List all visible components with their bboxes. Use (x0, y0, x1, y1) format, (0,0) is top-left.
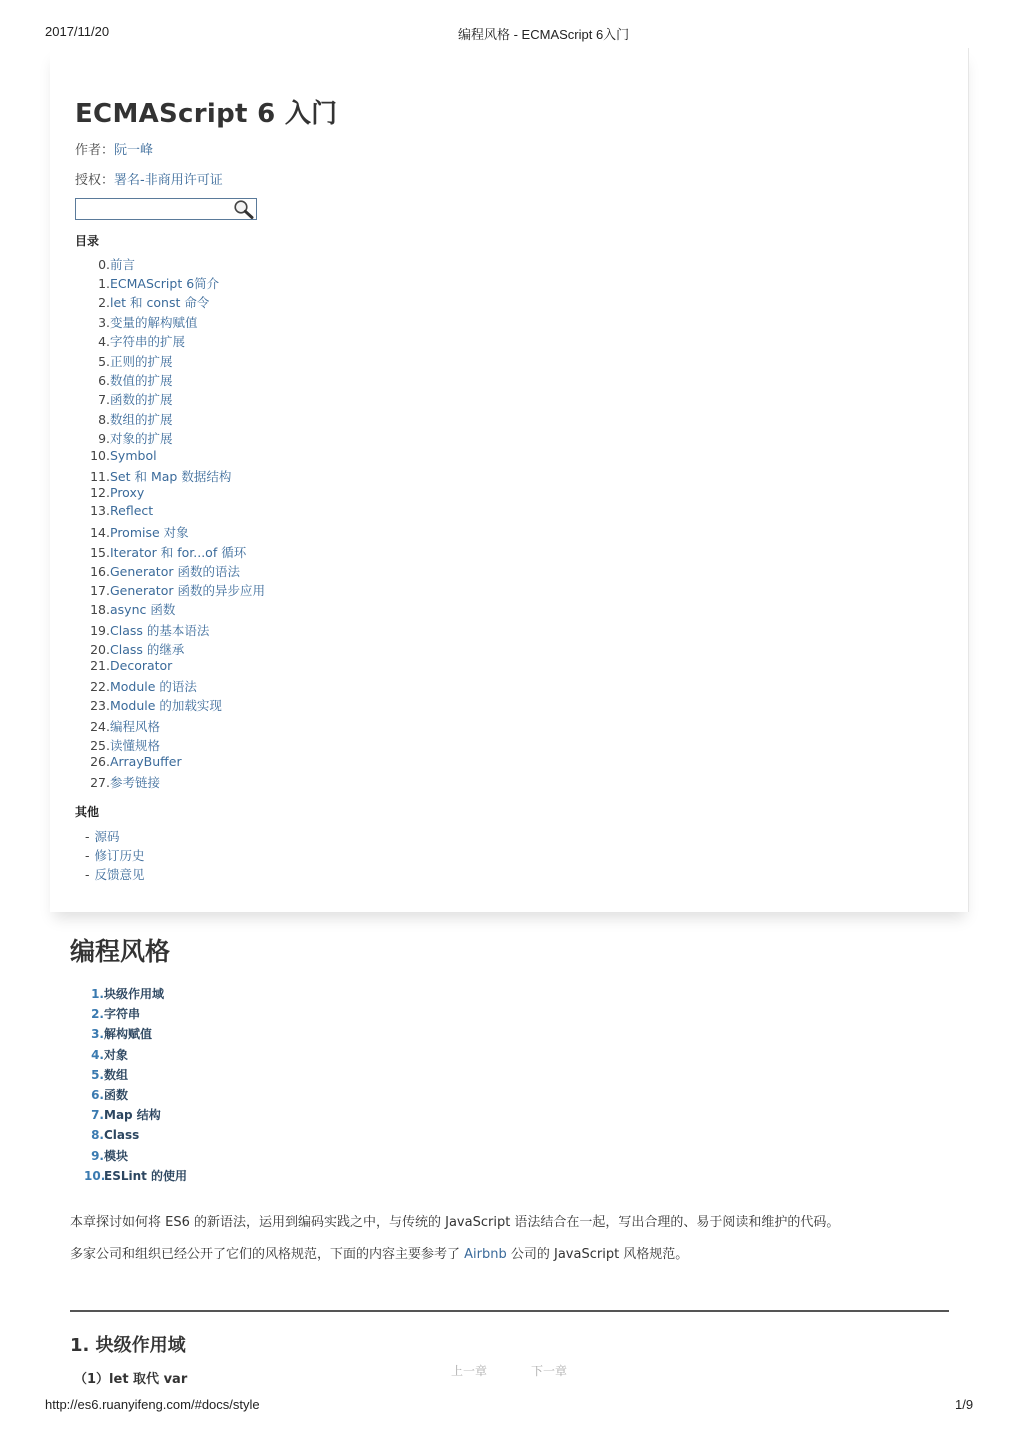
toc-item-link[interactable]: 对象的扩展 (110, 431, 173, 446)
toc-item[interactable] (80, 313, 198, 331)
toc-item-link[interactable]: Generator 函数的异步应用 (110, 583, 265, 598)
chapter-toc-number: 2. (91, 1007, 104, 1022)
chapter-toc-number: 1. (91, 987, 104, 1001)
chapter-toc-link[interactable]: 字符串 (104, 1007, 141, 1022)
toc-item-link[interactable]: 参考链接 (110, 775, 161, 790)
others-item-link[interactable]: 反馈意见 (94, 867, 145, 882)
toc-item-number: 7. (98, 392, 110, 407)
toc-item-link[interactable]: Reflect (110, 503, 154, 518)
license-label: 授权： (75, 173, 115, 188)
toc-item-link[interactable]: 字符串的扩展 (110, 334, 186, 349)
prev-chapter-button[interactable]: 上一章 (451, 1364, 488, 1378)
subsection-title: （1）let 取代 var (74, 1372, 188, 1387)
toc-item-number: 21. (90, 658, 110, 673)
toc-item-link[interactable]: let 和 const 命令 (110, 295, 210, 310)
toc-item-number: 18. (90, 602, 110, 617)
toc-item-link[interactable]: Module 的语法 (110, 679, 197, 694)
toc-item-number: 17. (90, 583, 110, 598)
chapter-toc-item[interactable] (84, 1107, 187, 1127)
toc-item[interactable] (80, 658, 172, 673)
toc-item[interactable] (80, 696, 222, 714)
others-heading: 其他 (75, 805, 100, 819)
toc-item[interactable] (80, 352, 173, 370)
others-item-link[interactable]: 修订历史 (94, 848, 145, 863)
chapter-toc-item[interactable] (84, 986, 187, 1006)
toc-item-link[interactable]: Promise 对象 (110, 525, 189, 540)
next-chapter-button[interactable]: 下一章 (531, 1364, 568, 1378)
license-line (75, 169, 223, 188)
chapter-toc-number: 7. (91, 1108, 104, 1123)
list-dash: - (85, 829, 90, 844)
toc-item[interactable] (80, 448, 157, 463)
reference-text-before: 多家公司和组织已经公开了它们的风格规范，下面的内容主要参考了 (70, 1247, 465, 1262)
toc-item-link[interactable]: Symbol (110, 448, 157, 463)
chapter-toc-item[interactable] (84, 1047, 187, 1067)
toc-item[interactable] (80, 754, 182, 769)
toc-item[interactable] (80, 773, 160, 791)
search-icon[interactable] (233, 199, 255, 219)
toc-item-link[interactable]: Decorator (110, 658, 173, 673)
chapter-toc-number: 9. (91, 1148, 104, 1163)
toc-item[interactable] (80, 503, 153, 518)
airbnb-link[interactable]: Airbnb (464, 1247, 507, 1262)
toc-item-number: 10. (90, 448, 110, 463)
chapter-toc-link[interactable]: 模块 (104, 1148, 129, 1163)
toc-item-number: 15. (90, 545, 110, 560)
chapter-toc-item[interactable] (84, 1026, 187, 1046)
print-page-number: 1/9 (955, 1397, 974, 1412)
toc-item[interactable] (80, 390, 173, 408)
list-dash: - (85, 867, 90, 882)
chapter-toc (84, 986, 187, 1188)
sidebar (50, 48, 969, 912)
chapter-toc-link[interactable]: 块级作用域 (104, 987, 165, 1001)
toc-item[interactable] (80, 677, 197, 695)
chapter-toc-link[interactable]: 解构赋值 (104, 1027, 153, 1042)
toc-item-link[interactable]: Module 的加载实现 (110, 698, 222, 713)
chapter-toc-link[interactable]: 数组 (104, 1067, 129, 1082)
others-item[interactable] (85, 827, 145, 846)
toc-item[interactable] (80, 293, 209, 311)
toc-item-number: 22. (90, 679, 110, 694)
chapter-toc-item[interactable] (84, 1148, 187, 1168)
author-link[interactable]: 阮一峰 (114, 143, 154, 158)
others-list (85, 827, 145, 884)
toc-item[interactable] (80, 410, 173, 428)
chapter-title: 编程风格 (70, 937, 171, 966)
toc-item-link[interactable]: 数值的扩展 (110, 373, 173, 388)
toc-item-number: 11. (90, 469, 110, 484)
toc-item[interactable] (80, 467, 231, 485)
toc-item-link[interactable]: 读懂规格 (110, 738, 161, 753)
toc-item-link[interactable]: 正则的扩展 (110, 354, 173, 369)
reference-paragraph (70, 1243, 688, 1262)
toc-item[interactable] (80, 736, 160, 754)
toc-item[interactable] (80, 485, 144, 500)
toc-item-link[interactable]: 函数的扩展 (110, 392, 173, 407)
chapter-toc-link[interactable]: 函数 (104, 1087, 129, 1102)
toc-item-link[interactable]: 数组的扩展 (110, 412, 173, 427)
toc-item[interactable] (80, 371, 173, 389)
toc-item-number: 1. (98, 276, 110, 291)
toc-item-number: 2. (98, 295, 110, 310)
list-dash: - (85, 848, 90, 863)
toc-item-link[interactable]: 变量的解构赋值 (110, 315, 198, 330)
print-title: 编程风格 - ECMAScript 6入门 (458, 27, 630, 42)
toc-item[interactable] (80, 429, 173, 447)
toc-item-link[interactable]: 前言 (110, 257, 136, 272)
toc-item-number: 20. (90, 642, 110, 657)
book-title: ECMAScript 6 入门 (75, 99, 338, 129)
others-item[interactable] (85, 865, 145, 884)
chapter-toc-item[interactable] (84, 1087, 187, 1107)
print-date: 2017/11/20 (45, 24, 110, 39)
toc-item-number: 26. (90, 754, 110, 769)
toc-item-number: 6. (98, 373, 110, 388)
toc-item-link[interactable]: Class 的继承 (110, 642, 185, 657)
toc-item-number: 5. (98, 354, 110, 369)
chapter-toc-item[interactable] (84, 1127, 187, 1147)
chapter-toc-number: 6. (91, 1087, 104, 1102)
toc-item-link[interactable]: Iterator 和 for...of 循环 (110, 545, 247, 560)
chapter-toc-number: 3. (91, 1027, 104, 1042)
toc-item-number: 27. (90, 775, 110, 790)
toc-item-number: 8. (98, 412, 110, 427)
chapter-toc-item[interactable] (84, 1006, 187, 1026)
chapter-toc-number: 4. (91, 1047, 104, 1062)
chapter-toc-number: 8. (91, 1128, 104, 1143)
others-item[interactable] (85, 846, 145, 865)
toc-item[interactable] (80, 600, 175, 618)
toc-item-number: 24. (90, 719, 110, 734)
chapter-toc-number: 10. (84, 1168, 106, 1183)
toc-item[interactable] (80, 717, 160, 735)
chapter-toc-item[interactable] (84, 1067, 187, 1087)
toc-item-number: 3. (98, 315, 110, 330)
print-url: http://es6.ruanyifeng.com/#docs/style (45, 1397, 260, 1412)
toc-item-link[interactable]: 编程风格 (110, 719, 161, 734)
chapter-toc-link[interactable]: ESLint 的使用 (104, 1168, 188, 1183)
toc-item-number: 12. (90, 485, 110, 500)
chapter-toc-number: 5. (91, 1067, 104, 1082)
toc-item-link[interactable]: async 函数 (110, 602, 176, 617)
toc-item-number: 14. (90, 525, 110, 540)
toc-item[interactable] (80, 640, 184, 658)
toc-item-number: 4. (98, 334, 110, 349)
toc-item[interactable] (80, 523, 189, 541)
chapter-toc-link[interactable]: Class (104, 1128, 140, 1143)
toc-item-number: 16. (90, 564, 110, 579)
chapter-toc-item[interactable] (84, 1168, 187, 1188)
reference-text-after: 公司的 JavaScript 风格规范。 (506, 1247, 689, 1262)
toc-item[interactable] (80, 332, 185, 350)
toc-item[interactable] (80, 543, 246, 561)
toc-item-link[interactable]: Proxy (110, 485, 145, 500)
toc-item[interactable] (80, 255, 135, 273)
license-link[interactable]: 署名-非商用许可证 (114, 173, 223, 188)
author-label: 作者： (75, 143, 115, 158)
toc-item[interactable] (80, 581, 265, 599)
author-line (75, 139, 153, 158)
toc-item[interactable] (80, 621, 209, 639)
toc-item-number: 19. (90, 623, 110, 638)
toc-item-number: 25. (90, 738, 110, 753)
toc-item-link[interactable]: Class 的基本语法 (110, 623, 210, 638)
toc-item-link[interactable]: Generator 函数的语法 (110, 564, 240, 579)
toc-item-number: 13. (90, 503, 110, 518)
chapter-toc-link[interactable]: Map 结构 (104, 1108, 161, 1123)
toc-item[interactable] (80, 562, 240, 580)
toc-item-number: 9. (98, 431, 110, 446)
toc-item-link[interactable]: ArrayBuffer (110, 754, 182, 769)
toc-heading: 目录 (75, 234, 100, 248)
others-item-link[interactable]: 源码 (94, 829, 120, 844)
toc-item-link[interactable]: Set 和 Map 数据结构 (110, 469, 232, 484)
toc-item-link[interactable]: ECMAScript 6简介 (110, 276, 220, 291)
section-title: 1. 块级作用域 (70, 1335, 186, 1356)
toc-item[interactable] (80, 274, 219, 292)
toc-item-number: 23. (90, 698, 110, 713)
section-divider (70, 1310, 949, 1312)
search-box (75, 198, 257, 220)
chapter-toc-link[interactable]: 对象 (104, 1047, 129, 1062)
search-input[interactable] (78, 200, 232, 216)
intro-paragraph: 本章探讨如何将 ES6 的新语法，运用到编码实践之中，与传统的 JavaScript 语法结合在一起，写出合理的、易于阅读和维护的代码。 (70, 1215, 840, 1230)
toc-item-number: 0. (98, 257, 110, 272)
